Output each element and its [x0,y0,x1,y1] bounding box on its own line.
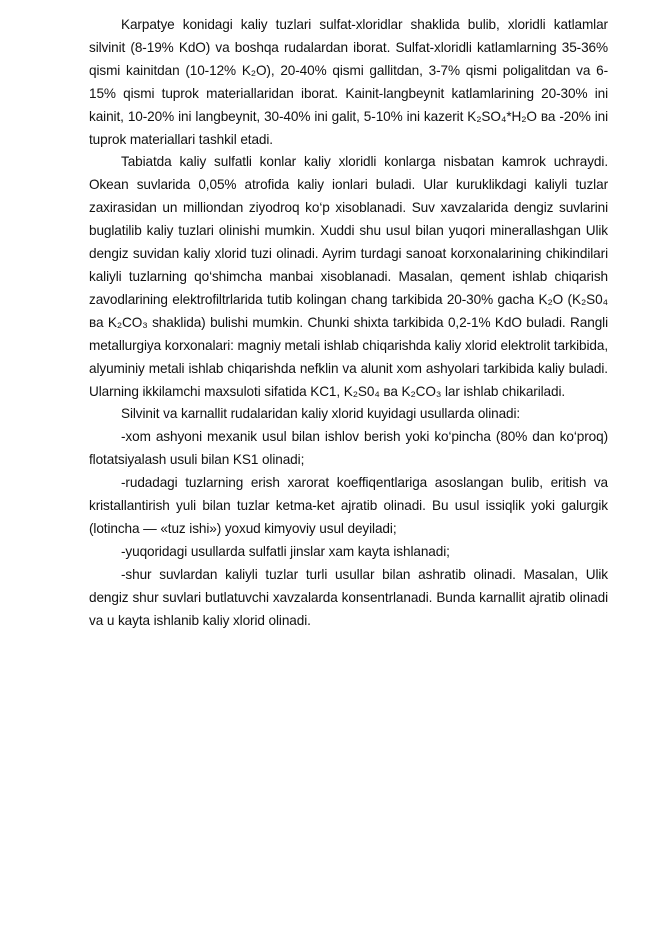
document-body [89,14,608,632]
list-item-rudadagi: -rudadagi tuzlarning erish xarorat koeffiqentlariga asoslangan bulib, eritish va kristallantirish yuli bilan tuzlar ketma-ket ajratib olinadi. Bu usul issiqlik yoki galurgik (lotincha — «tuz ishi») yoxud kimyoviy usul deyiladi; [89,475,608,536]
paragraph-silvinit: Silvinit va karnallit rudalaridan kaliy xlorid kuyidagi usullarda olinadi: [121,406,521,422]
paragraph-karpatye: Karpatye konidagi kaliy tuzlari sulfat-xloridlar shaklida bulib, xloridli katlamlar silvinit (8-19% KdO) va boshqa rudalardan iborat. Sulfat-xloridli katlamlarning 35-36% qismi kainitdan (10-12% K₂O), 20-40% qismi gallitdan, 3-7% qismi poligalitdan va 6-15% qismi tuprok materiallaridan iborat. Kainit-langbeynit katlamlarining 20-30% ini kainit, 10-20% ini langbeynit, 30-40% ini galit, 5-10% ini kazerit K₂SO₄*H₂O ва -20% ini tuprok materiallari tashkil etadi. [89,17,608,147]
list-item-mexanik: -xom ashyoni mexanik usul bilan ishlov berish yoki ko‘pincha (80% dan ko‘proq) flotatsiyalash usuli bilan KS1 olinadi; [89,429,608,468]
list-item-yuqoridagi: -yuqoridagi usullarda sulfatli jinslar xam kayta ishlanadi; [121,543,450,559]
list-item-shur-suvlar: -shur suvlardan kaliyli tuzlar turli usullar bilan ashratib olinadi. Masalan, Ulik dengiz shur suvlari butlatuvchi xavzalarda konsentrlanadi. Bunda karnallit ajratib olinadi va u kayta ishlanib kaliy xlorid olinadi. [89,566,608,628]
paragraph-tabiatda: Tabiatda kaliy sulfatli konlar kaliy xloridli konlarga nisbatan kamrok uchraydi. Okean suvlarida 0,05% atrofida kaliy ionlari buladi. Ular kuruklikdagi kaliyli tuzlar zaxirasidan un milliondan ziyodroq ko‘p xisoblanadi. Suv xavzalarida dengiz suvlarini buglatilib kaliy tuzlari olinishi mumkin. Xuddi shu usul bilan yuqori minerallashgan Ulik dengiz suvidan kaliy xlorid tuzi olinadi. Ayrim turdagi sanoat korxonalarining chikindilari kaliyli tuzlarning qo‘shimcha manbai xisoblanadi. Masalan, qement ishlab chiqarish zavodlarining elektrofiltrlarida tutib kolingan chang tarkibida 20-30% gacha K₂O (K₂S0₄ ва K₂CO₃ shaklida) bulishi mumkin. Chunki shixta tarkibida 0,2-1% KdO buladi. Rangli metallurgiya korxonalari: magniy metali ishlab chiqarishda kaliy xlorid elektrolit tarkibida, alyuminiy metali ishlab chiqarishda nefklin va alunit xom ashyolari tarkibida kaliy buladi. Ularning ikkilamchi maxsuloti sifatida KC1, K₂S0₄ ва K₂CO₃ lar ishlab chikariladi. [89,154,608,399]
